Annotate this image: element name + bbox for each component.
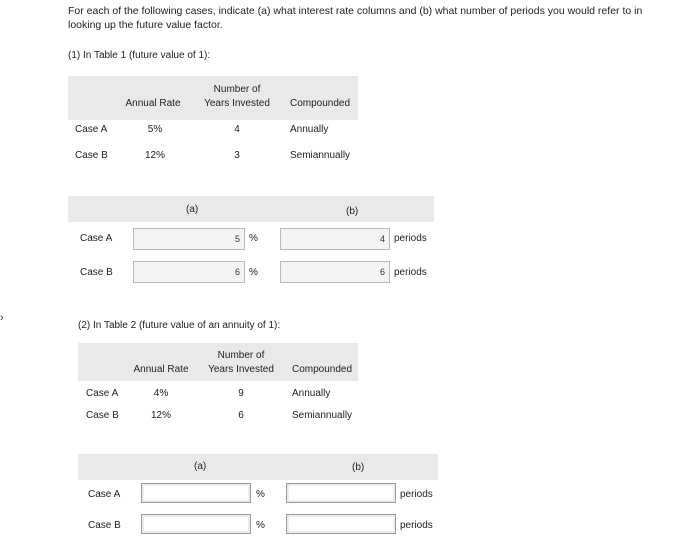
part1-case-b-periods-input[interactable]: 6 [280, 261, 390, 283]
part1-row-a-compounded: Annually [290, 124, 329, 135]
part1-case-a-rate-input[interactable]: 5 [133, 228, 245, 250]
part2-row-a-years: 9 [238, 388, 244, 399]
part1-row-b-years: 3 [234, 150, 240, 161]
part2-col-a-label: (a) [194, 461, 207, 472]
part2-case-b-rate-input[interactable] [141, 514, 251, 534]
part2-case-a-rate-unit: % [256, 489, 265, 500]
part1-answer-header [68, 196, 434, 222]
part1-label: (1) In Table 1 (future value of 1): [68, 50, 211, 61]
part1-case-b-rate-input[interactable]: 6 [133, 261, 245, 283]
part1-row-a-years: 4 [234, 124, 240, 135]
part1-col-a-label: (a) [186, 204, 199, 215]
instructions-text: For each of the following cases, indicate (a) what interest rate columns and (b) what number of periods you would refer to in looking up the future value factor. [68, 5, 643, 31]
part2-header-compounded: Compounded [292, 364, 353, 375]
part2-row-b-compounded: Semiannually [292, 410, 353, 421]
part2-answer-b-case: Case B [88, 520, 121, 531]
part1-row-b-compounded: Semiannually [290, 150, 351, 161]
part2-header-rate: Annual Rate [133, 364, 189, 375]
part1-col-b-label: (b) [346, 206, 359, 217]
part1-header-years-1: Number of [213, 84, 261, 95]
part1-answer-a-case: Case A [80, 233, 113, 244]
part2-row-a-compounded: Annually [292, 388, 331, 399]
part1-header-rate: Annual Rate [125, 98, 181, 109]
part1-case-a-periods-input[interactable]: 4 [280, 228, 390, 250]
part2-table-header [78, 343, 358, 381]
part2-header-years-2: Years Invested [208, 364, 274, 375]
part2-row-a-case: Case A [86, 388, 119, 399]
part2-answer-a-case: Case A [88, 489, 121, 500]
part2-case-a-periods-input[interactable] [286, 483, 396, 503]
part2-case-b-periods-input[interactable] [286, 514, 396, 534]
part1-row-b-case: Case B [75, 150, 108, 161]
part1-case-b-periods-unit: periods [394, 267, 427, 278]
part2-case-a-periods-unit: periods [400, 489, 433, 500]
part2-case-b-rate-unit: % [256, 520, 265, 531]
part1-case-b-rate-unit: % [249, 267, 258, 278]
part1-row-a-case: Case A [75, 124, 108, 135]
margin-marker: › [0, 312, 4, 324]
part2-header-years-1: Number of [217, 350, 265, 361]
part1-row-b-rate: 12% [144, 150, 165, 161]
part1-case-a-periods-unit: periods [394, 233, 427, 244]
part2-row-b-case: Case B [86, 410, 119, 421]
part1-header-compounded: Compounded [290, 98, 351, 109]
part2-row-b-years: 6 [238, 410, 244, 421]
part2-label: (2) In Table 2 (future value of an annuity of 1): [78, 320, 281, 331]
part1-answer-b-case: Case B [80, 267, 113, 278]
part2-case-a-rate-input[interactable] [141, 483, 251, 503]
part2-answer-header [78, 454, 438, 480]
part1-header-years-2: Years Invested [204, 98, 270, 109]
part2-row-b-rate: 12% [150, 410, 171, 421]
part1-case-a-rate-unit: % [249, 233, 258, 244]
part2-case-b-periods-unit: periods [400, 520, 433, 531]
part2-row-a-rate: 4% [153, 388, 169, 399]
part2-col-b-label: (b) [352, 462, 365, 473]
part1-row-a-rate: 5% [147, 124, 163, 135]
